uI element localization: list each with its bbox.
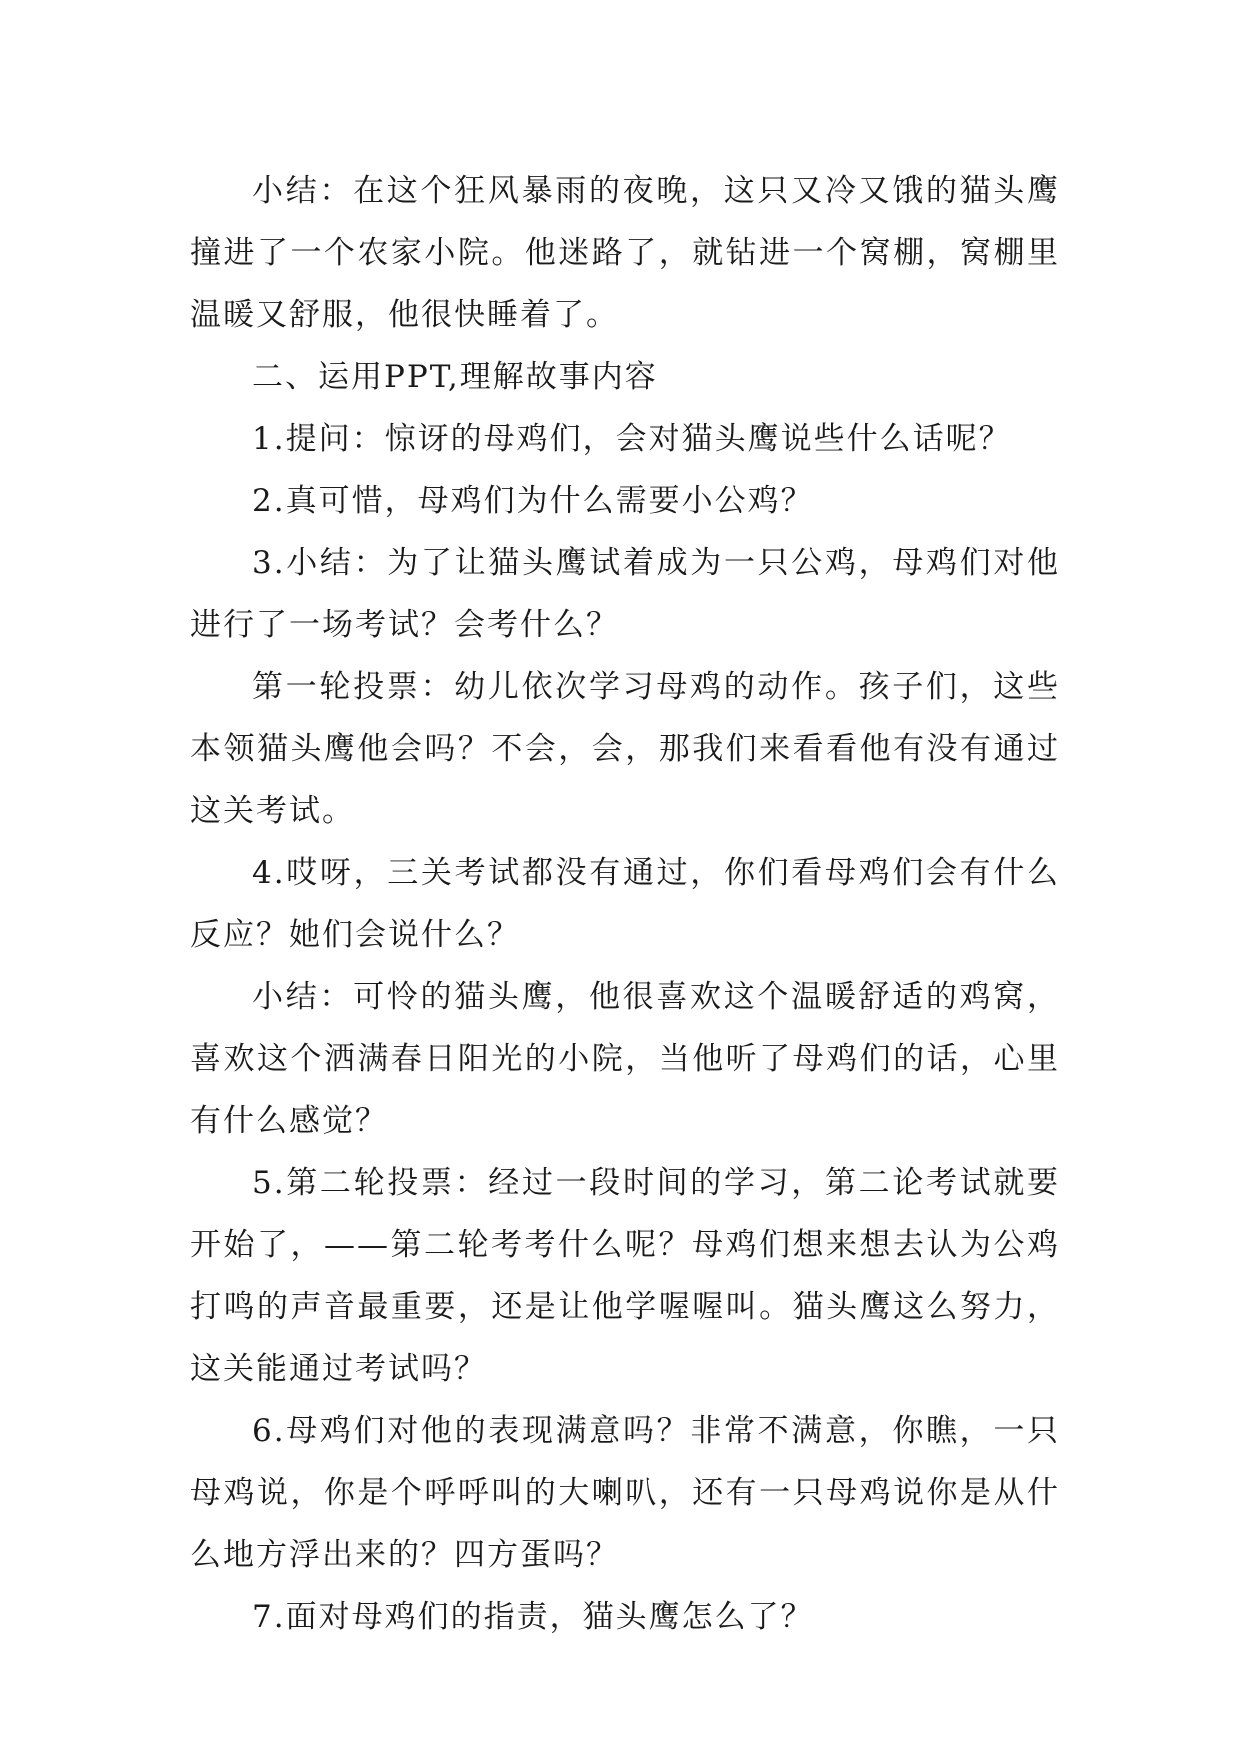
paragraph-summary-3: 3.小结：为了让猫头鹰试着成为一只公鸡，母鸡们对他进行了一场考试？会考什么？ <box>190 545 1060 643</box>
paragraph-question-1: 1.提问：惊讶的母鸡们，会对猫头鹰说些什么话呢？ <box>252 421 1012 457</box>
section-heading-ppt: 二、运用PPT,理解故事内容 <box>252 359 658 395</box>
paragraph-question-4: 4.哎呀，三关考试都没有通过，你们看母鸡们会有什么反应？她们会说什么？ <box>190 855 1060 953</box>
paragraph-second-vote: 5.第二轮投票：经过一段时间的学习，第二论考试就要开始了，——第二轮考考什么呢？母鸡们想来想去认为公鸡打鸣的声音最重要，还是让他学喔喔叫。猫头鹰这么努力，这关能通过考试吗？ <box>190 1165 1060 1387</box>
paragraph-first-vote: 第一轮投票：幼儿依次学习母鸡的动作。孩子们，这些本领猫头鹰他会吗？不会，会，那我们来看看他有没有通过这关考试。 <box>190 669 1060 829</box>
paragraph-question-7: 7.面对母鸡们的指责，猫头鹰怎么了？ <box>252 1599 814 1635</box>
paragraph-summary-pitiful-owl: 小结：可怜的猫头鹰，他很喜欢这个温暖舒适的鸡窝，喜欢这个洒满春日阳光的小院，当他听了母鸡们的话，心里有什么感觉？ <box>190 979 1060 1139</box>
paragraph-question-2: 2.真可惜，母鸡们为什么需要小公鸡？ <box>252 483 814 519</box>
document-body <box>190 160 1060 1648</box>
paragraph-summary-stormy-night: 小结：在这个狂风暴雨的夜晚，这只又冷又饿的猫头鹰撞进了一个农家小院。他迷路了，就钻进一个窝棚，窝棚里温暖又舒服，他很快睡着了。 <box>190 173 1060 333</box>
paragraph-question-6: 6.母鸡们对他的表现满意吗？非常不满意，你瞧，一只母鸡说，你是个呼呼叫的大喇叭，还有一只母鸡说你是从什么地方浮出来的？四方蛋吗？ <box>190 1413 1060 1573</box>
